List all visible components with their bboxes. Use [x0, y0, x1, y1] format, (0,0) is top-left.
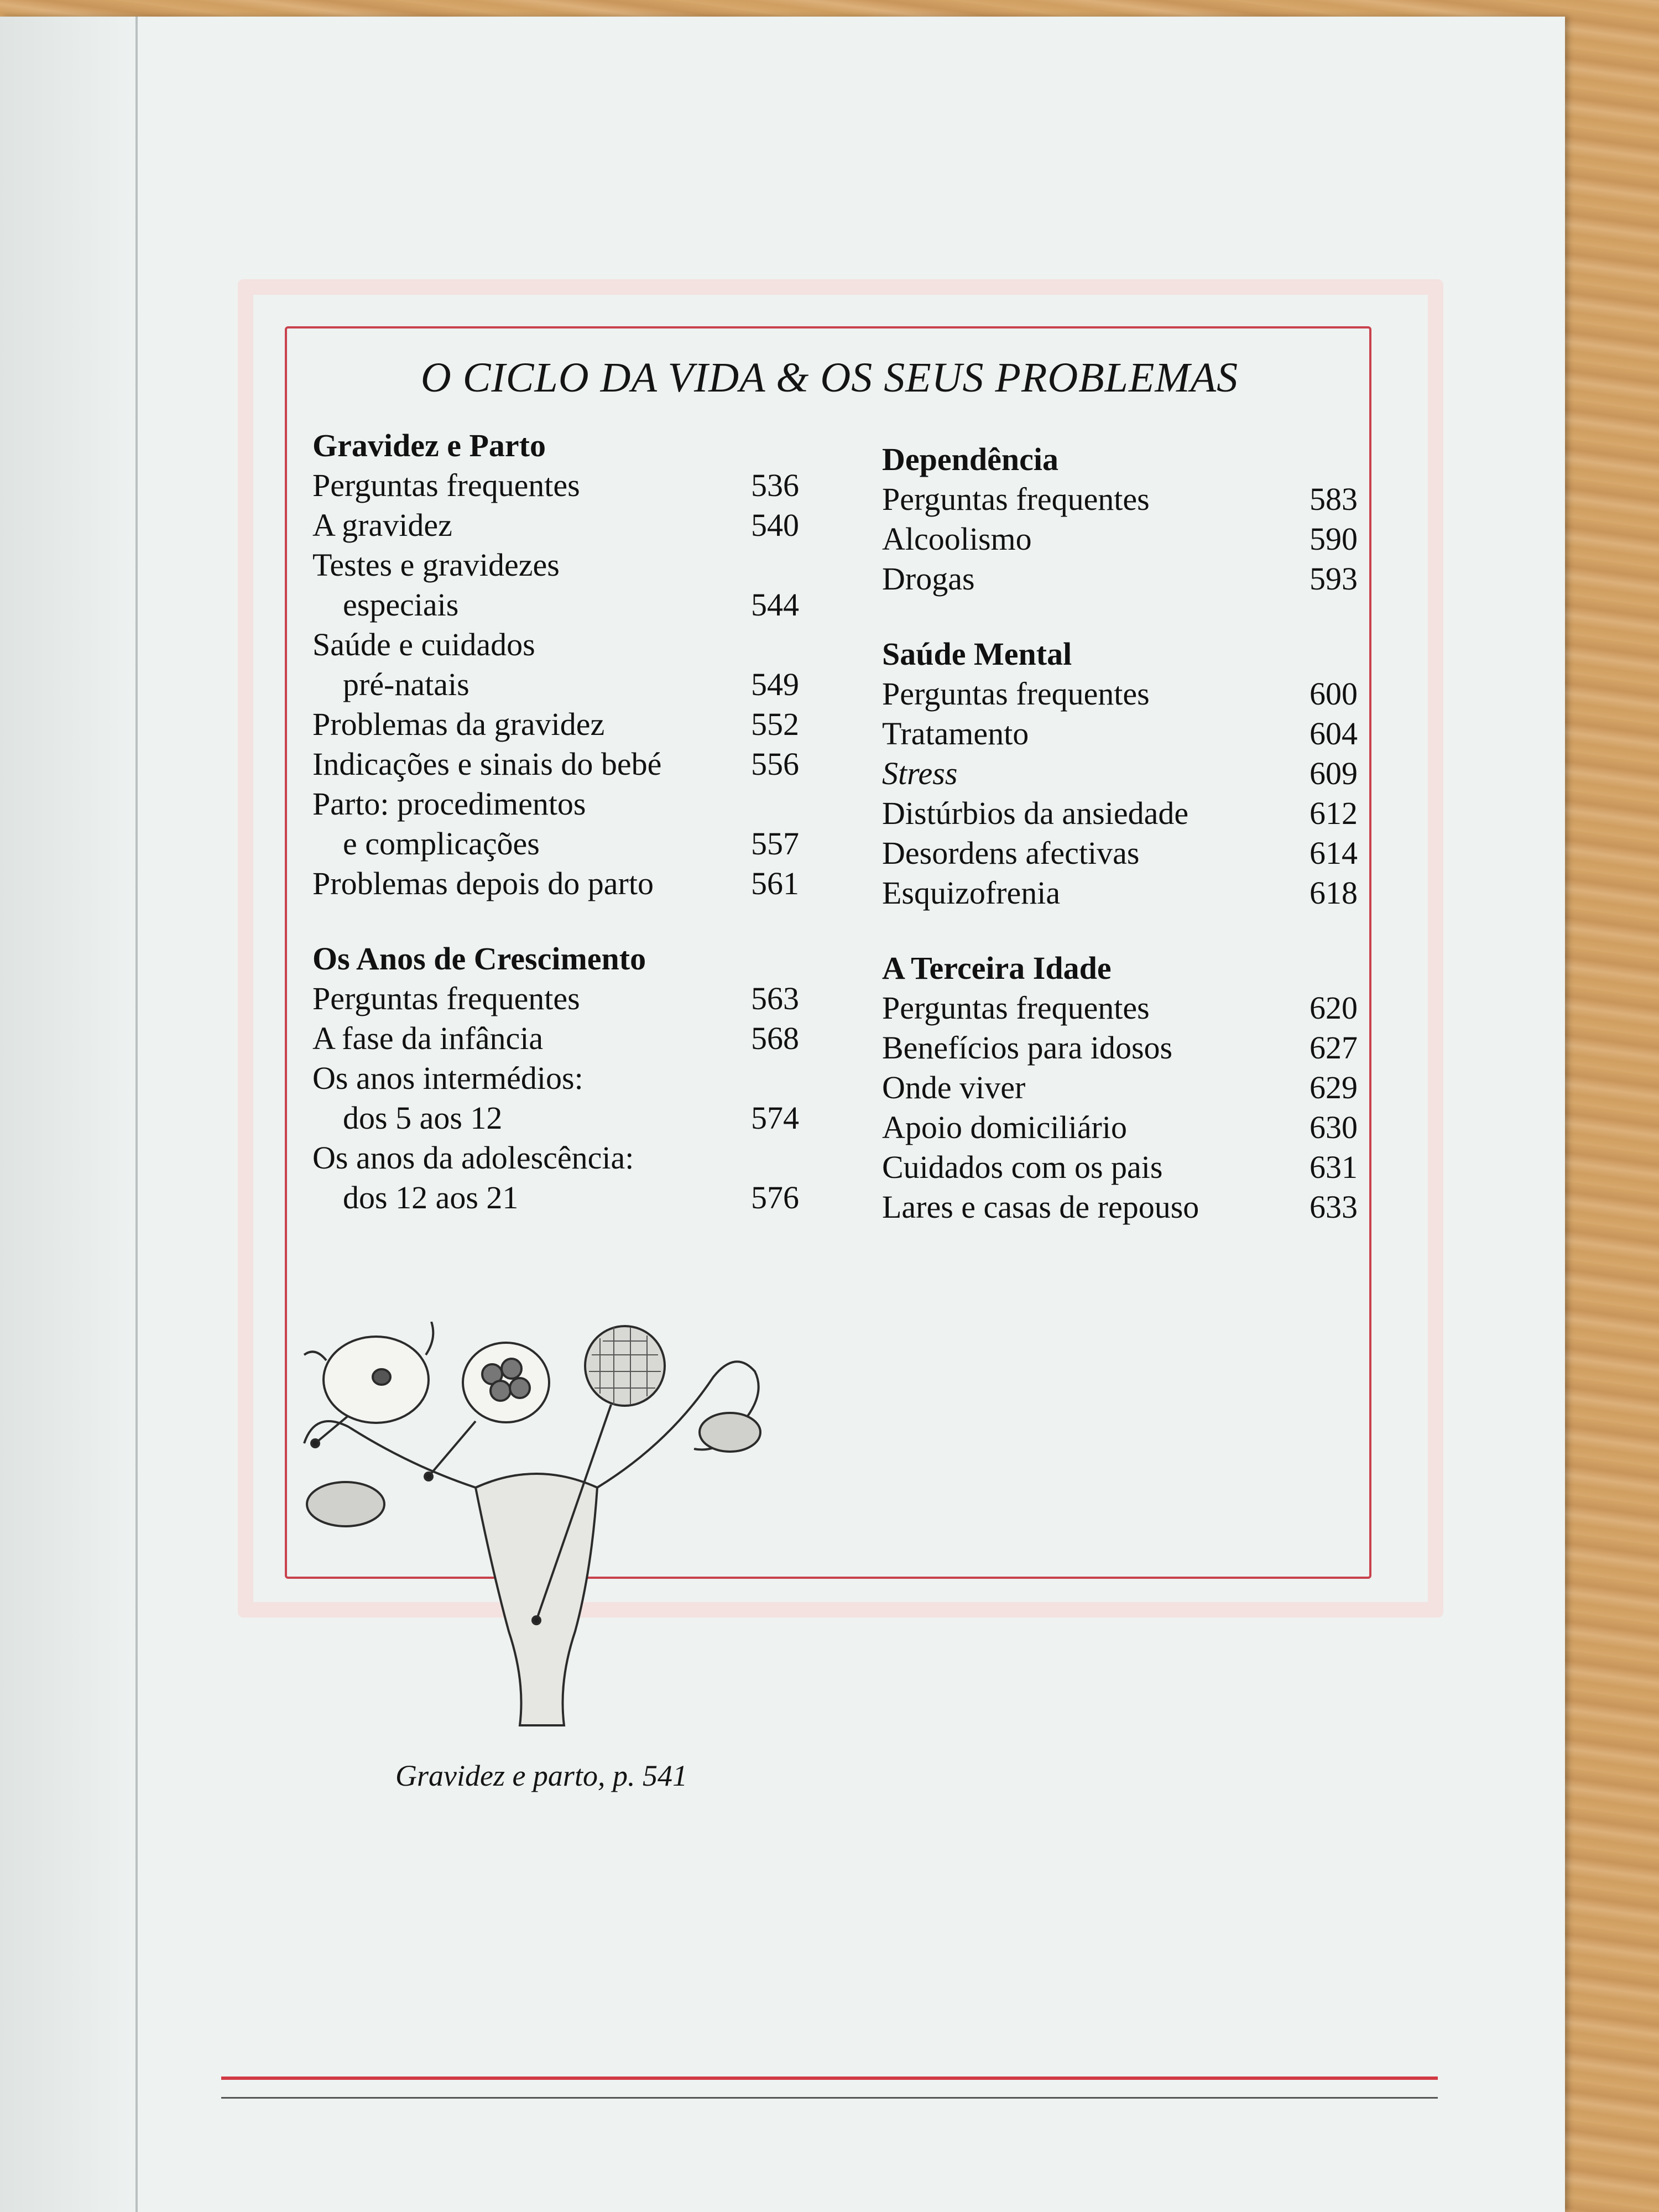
entry-page-number: 590 [1310, 521, 1358, 557]
toc-entry [312, 1019, 799, 1058]
entry-label: Alcoolismo [882, 521, 1032, 557]
toc-entry [882, 519, 1358, 559]
toc-section [312, 939, 799, 1218]
toc-entry [882, 559, 1358, 599]
entry-page-number: 633 [1310, 1189, 1358, 1225]
entry-label: Lares e casas de repouso [882, 1189, 1199, 1225]
entry-label: Onde viver [882, 1070, 1026, 1105]
section-heading: Dependência [882, 441, 1058, 477]
section-heading: Gravidez e Parto [312, 427, 546, 463]
entry-label: A gravidez [312, 507, 452, 543]
entry-label: Os anos da adolescência: [312, 1140, 634, 1176]
entry-label: Testes e gravidezes [312, 547, 560, 583]
entry-page-number: 593 [1310, 561, 1358, 597]
footer-red-rule [221, 2077, 1438, 2080]
entry-page-number: 609 [1310, 755, 1358, 791]
toc-entry [882, 1147, 1358, 1187]
toc-entry [312, 705, 799, 744]
entry-label: Perguntas frequentes [882, 481, 1150, 517]
illustration-caption: Gravidez e parto, p. 541 [395, 1759, 687, 1792]
toc-entry [882, 1068, 1358, 1108]
entry-page-number: 583 [1310, 481, 1358, 517]
toc-entry [312, 744, 799, 784]
entry-label: Benefícios para idosos [882, 1030, 1173, 1066]
right-column [882, 440, 1358, 1262]
left-column [312, 426, 799, 1253]
entry-label: Distúrbios da ansiedade [882, 795, 1189, 831]
entry-label: Perguntas frequentes [312, 467, 580, 503]
entry-label: Esquizofrenia [882, 875, 1061, 911]
blastocyst-drawing [585, 1326, 665, 1406]
entry-label: A fase da infância [312, 1020, 544, 1056]
entry-label: Perguntas frequentes [882, 990, 1150, 1026]
toc-entry [312, 625, 799, 705]
entry-page-number: 552 [751, 706, 799, 742]
entry-label: Saúde e cuidados [312, 627, 535, 662]
toc-entry [882, 754, 1358, 794]
toc-entry [882, 873, 1358, 913]
entry-page-number: 620 [1310, 990, 1358, 1026]
entry-page-number: 536 [751, 467, 799, 503]
entry-page-number: 612 [1310, 795, 1358, 831]
entry-page-number: 630 [1310, 1109, 1358, 1145]
entry-page-number: 563 [751, 980, 799, 1016]
entry-page-number: 568 [751, 1020, 799, 1056]
toc-entry [882, 794, 1358, 833]
entry-page-number: 631 [1310, 1149, 1358, 1185]
entry-page-number: 618 [1310, 875, 1358, 911]
toc-entry [312, 1138, 799, 1218]
toc-entry [312, 505, 799, 545]
entry-label-continuation: e complicações [343, 826, 540, 862]
toc-entry [312, 979, 799, 1019]
entry-page-number: 544 [751, 587, 799, 623]
entry-label: Problemas depois do parto [312, 865, 654, 901]
section-heading: Os Anos de Crescimento [312, 941, 646, 977]
toc-section [882, 634, 1358, 913]
entry-page-number: 556 [751, 746, 799, 782]
entry-page-number: 576 [751, 1180, 799, 1215]
toc-entry [312, 545, 799, 625]
entry-label: Drogas [882, 561, 975, 597]
entry-label: Apoio domiciliário [882, 1109, 1127, 1145]
entry-page-number: 574 [751, 1100, 799, 1136]
entry-label: Os anos intermédios: [312, 1060, 583, 1096]
spine-shadow [0, 17, 144, 2212]
section-heading: A Terceira Idade [882, 950, 1112, 986]
entry-label: Desordens afectivas [882, 835, 1140, 871]
entry-label-continuation: pré-natais [343, 666, 469, 702]
entry-label: Problemas da gravidez [312, 706, 605, 742]
entry-label: Perguntas frequentes [882, 676, 1150, 712]
entry-page-number: 540 [751, 507, 799, 543]
entry-label-continuation: dos 5 aos 12 [343, 1100, 503, 1136]
uterus-body-drawing [476, 1474, 597, 1725]
entry-label: Perguntas frequentes [312, 980, 580, 1016]
toc-entry [882, 714, 1358, 754]
entry-page-number: 627 [1310, 1030, 1358, 1066]
toc-entry [882, 833, 1358, 873]
entry-label: Indicações e sinais do bebé [312, 746, 662, 782]
entry-page-number: 557 [751, 826, 799, 862]
entry-page-number: 549 [751, 666, 799, 702]
toc-entry [882, 479, 1358, 519]
entry-page-number: 629 [1310, 1070, 1358, 1105]
entry-label-continuation: dos 12 aos 21 [343, 1180, 519, 1215]
entry-page-number: 561 [751, 865, 799, 901]
toc-section [882, 440, 1358, 599]
toc-entry [312, 1058, 799, 1138]
toc-section [882, 948, 1358, 1227]
footer-thin-rule [221, 2097, 1438, 2099]
toc-entry [882, 1187, 1358, 1227]
entry-page-number: 600 [1310, 676, 1358, 712]
toc-section [312, 426, 799, 904]
entry-page-number: 614 [1310, 835, 1358, 871]
section-title: O CICLO DA VIDA & OS SEUS PROBLEMAS [420, 354, 1239, 401]
toc-entry [882, 1028, 1358, 1068]
toc-entry [882, 988, 1358, 1028]
section-heading: Saúde Mental [882, 636, 1072, 672]
page-fold-line [135, 17, 138, 2212]
entry-label: Tratamento [882, 716, 1029, 752]
entry-label: Cuidados com os pais [882, 1149, 1163, 1185]
toc-entry [312, 784, 799, 864]
entry-label: Stress [882, 755, 958, 791]
toc-entry [312, 864, 799, 904]
uterus-illustration [293, 1322, 802, 1731]
entry-page-number: 604 [1310, 716, 1358, 752]
entry-label: Parto: procedimentos [312, 786, 586, 822]
toc-entry [312, 466, 799, 505]
entry-label-continuation: especiais [343, 587, 459, 623]
toc-entry [882, 1108, 1358, 1147]
toc-entry [882, 674, 1358, 714]
